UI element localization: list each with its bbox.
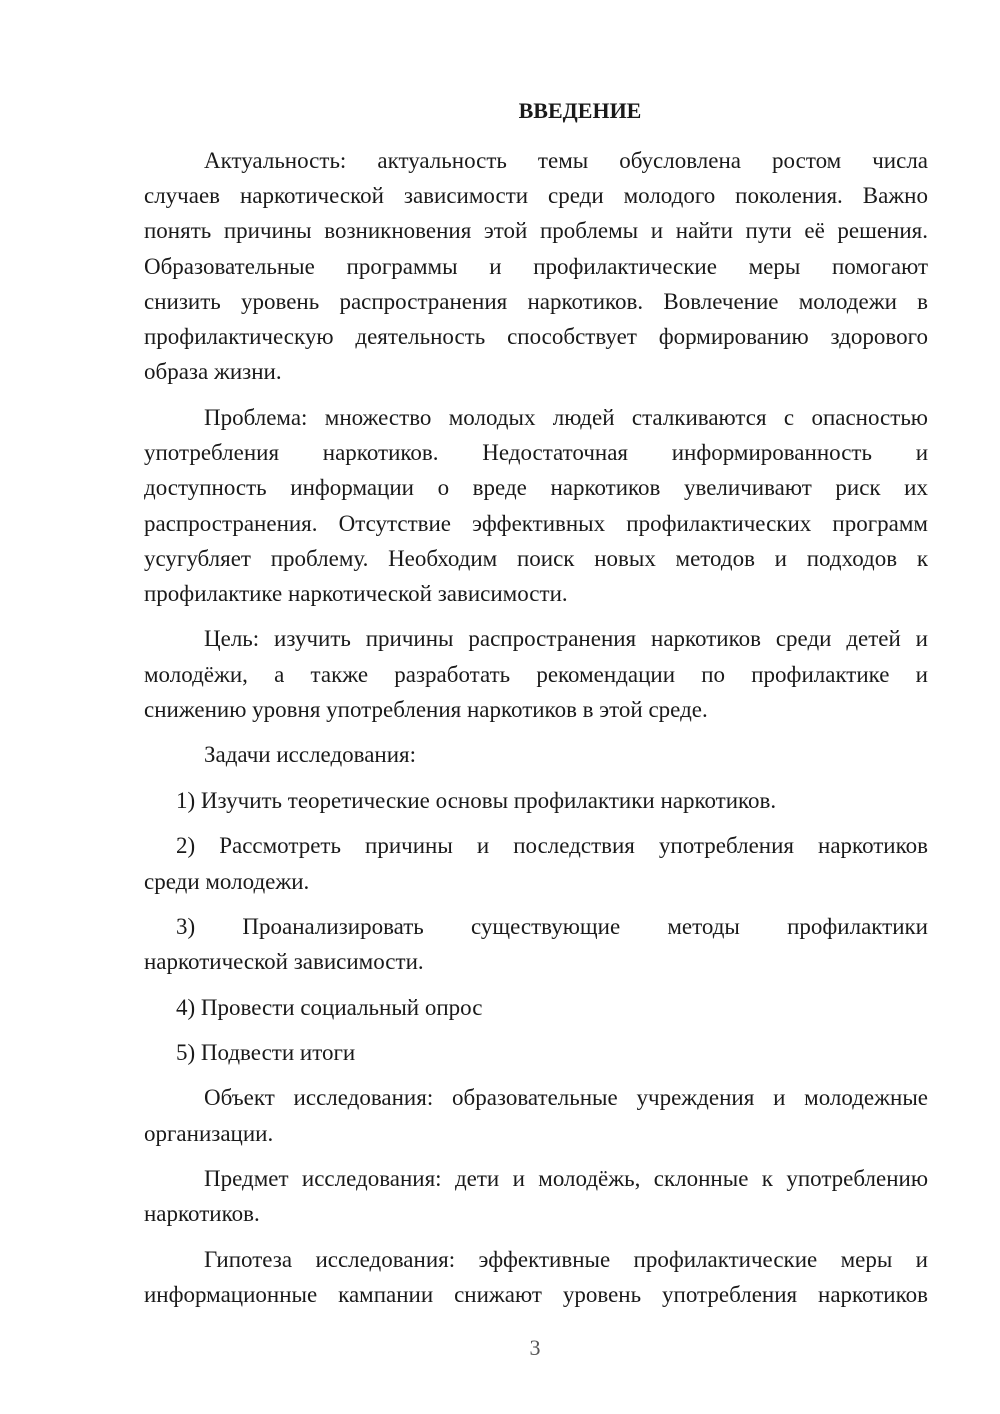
text-line: Проблема: множество молодых людей сталкиваются с опасностью [204,405,928,430]
tasks-heading: Задачи исследования: [204,742,417,767]
text-line: снижению уровня употребления наркотиков в этой среде. [144,697,708,722]
text-line: наркотиков. [144,1201,260,1226]
text-line: наркотической зависимости. [144,949,424,974]
text-line: Цель: изучить причины распространения наркотиков среди детей и [204,626,928,651]
text-line: профилактике наркотической зависимости. [144,581,568,606]
text-line: снизить уровень распространения наркотиков. Вовлечение молодежи в [144,289,928,314]
list-item: 1) Изучить теоретические основы профилактики наркотиков. [176,788,777,813]
text-line: профилактическую деятельность способствует формированию здорового [144,324,928,349]
page-number: 3 [529,1335,541,1360]
text-line: понять причины возникновения этой проблемы и найти пути её решения. [144,218,928,243]
text-line: образа жизни. [144,359,282,384]
page-title: ВВЕДЕНИЕ [518,98,642,123]
text-line: употребления наркотиков. Недостаточная информированность и [144,440,928,465]
text-line: случаев наркотической зависимости среди молодого поколения. Важно [144,183,928,208]
text-line: организации. [144,1121,274,1146]
text-line: Предмет исследования: дети и молодёжь, склонные к употреблению [204,1166,928,1191]
text-line: 3) Проанализировать существующие методы профилактики [176,914,928,939]
text-line: распространения. Отсутствие эффективных профилактических программ [144,511,928,536]
text-line: информационные кампании снижают уровень употребления наркотиков [144,1282,928,1307]
list-item: 4) Провести социальный опрос [176,995,483,1020]
text-line: Образовательные программы и профилактические меры помогают [144,254,928,279]
text-line: усугубляет проблему. Необходим поиск новых методов и подходов к [144,546,928,571]
list-item: 5) Подвести итоги [176,1040,356,1065]
text-line: среди молодежи. [144,869,310,894]
text-line: Объект исследования: образовательные учреждения и молодежные [204,1085,928,1110]
text-line: Гипотеза исследования: эффективные профилактические меры и [204,1247,928,1272]
text-line: молодёжи, а также разработать рекомендации по профилактике и [144,662,928,687]
text-line: доступность информации о вреде наркотиков увеличивают риск их [144,475,928,500]
text-line: 2) Рассмотреть причины и последствия употребления наркотиков [176,833,928,858]
text-line: Актуальность: актуальность темы обусловлена ростом числа [204,148,928,173]
